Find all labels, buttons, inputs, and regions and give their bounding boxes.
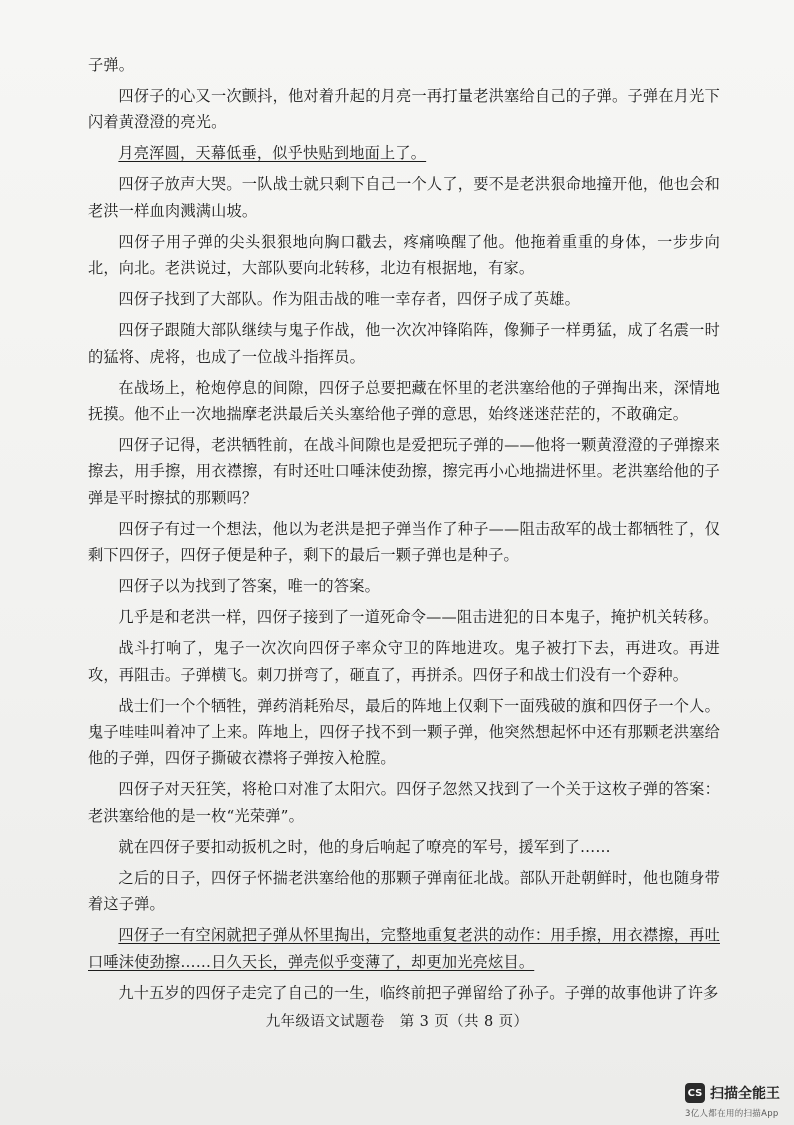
paragraph-underlined — [88, 140, 720, 166]
paragraph: 子弹。 — [88, 56, 135, 74]
paragraph-underlined — [88, 922, 720, 975]
paragraph: 四伢子以为找到了答案，唯一的答案。 — [118, 577, 380, 596]
paragraph: 几乎是和老洪一样，四伢子接到了一道死命令——阻击进犯的日本鬼子，掩护机关转移。 — [118, 608, 719, 627]
paragraph: 四伢子对天狂笑，将枪口对准了太阳穴。四伢子忽然又找到了一个关于这枚子弹的答案：老洪塞给他的是一枚“光荣弹”。 — [88, 780, 720, 825]
paragraph: 四伢子跟随大部队继续与鬼子作战，他一次次冲锋陷阵，像狮子一样勇猛，成了名震一时的猛将、虎将，也成了一位战斗指挥员。 — [88, 321, 720, 366]
camscanner-logo-icon: CS — [685, 1083, 705, 1103]
underlined-sentence: 月亮浑圆，天幕低垂，似乎快贴到地面上了。 — [118, 144, 427, 163]
paragraph: 四伢子用子弹的尖头狠狠地向胸口戳去，疼痛唤醒了他。他拖着重重的身体，一步步向北，向北。老洪说过，大部队要向北转移，北边有根据地，有家。 — [88, 232, 720, 278]
scanner-watermark — [685, 1083, 780, 1119]
paragraph: 之后的日子，四伢子怀揣老洪塞给他的那颗子弹南征北战。部队开赴朝鲜时，他也随身带着这子弹。 — [88, 868, 720, 914]
paragraph: 四伢子找到了大部队。作为阻击战的唯一幸存者，四伢子成了英雄。 — [118, 290, 581, 309]
paragraph: 四伢子放声大哭。一队战士就只剩下自己一个人了，要不是老洪狠命地撞开他，他也会和老洪一样血肉溅满山坡。 — [88, 175, 720, 220]
page-footer: 九年级语文试题卷 第 3 页（共 8 页） — [265, 1014, 529, 1030]
paragraph: 战斗打响了，鬼子一次次向四伢子率众守卫的阵地进攻。鬼子被打下去，再进攻。再进攻，再阻击。子弹横飞。刺刀拼弯了，砸直了，再拼杀。四伢子和战士们没有一个孬种。 — [88, 639, 720, 684]
passage-body — [88, 52, 720, 1011]
paragraph: 在战场上，枪炮停息的间隙，四伢子总要把藏在怀里的老洪塞给他的子弹掏出来，深情地抚摸。他不止一次地揣摩老洪最后关头塞给他子弹的意思，始终迷迷茫茫的，不敢确定。 — [88, 378, 720, 424]
paragraph: 九十五岁的四伢子走完了自己的一生，临终前把子弹留给了孙子。子弹的故事他讲了许多 — [118, 983, 719, 1002]
paragraph: 四伢子的心又一次颤抖，他对着升起的月亮一再打量老洪塞给自己的子弹。子弹在月光下闪着黄澄澄的亮光。 — [88, 87, 720, 132]
paragraph: 四伢子有过一个想法，他以为老洪是把子弹当作了种子——阻击敌军的战士都牺牲了，仅剩下四伢子，四伢子便是种子，剩下的最后一颗子弹也是种子。 — [88, 519, 720, 565]
watermark-app-name: 扫描全能王 — [710, 1086, 780, 1102]
paragraph: 四伢子记得，老洪牺牲前，在战斗间隙也是爱把玩子弹的——他将一颗黄澄澄的子弹擦来擦去，用手擦，用衣襟擦，有时还吐口唾沫使劲擦，擦完再小心地揣进怀里。老洪塞给他的子弹是平时擦拭的那颗吗？ — [88, 436, 720, 507]
watermark-tagline: 3亿人都在用的扫描App — [685, 1109, 779, 1119]
watermark-row — [685, 1083, 780, 1103]
paragraph: 战士们一个个牺牲，弹药消耗殆尽，最后的阵地上仅剩下一面残破的旗和四伢子一个人。鬼子哇哇叫着冲了上来。阵地上，四伢子找不到一颗子弹，他突然想起怀中还有那颗老洪塞给他的子弹，四伢子撕破衣襟将子弹按入枪膛。 — [88, 696, 720, 768]
paragraph: 就在四伢子要扣动扳机之时，他的身后响起了嘹亮的军号，援军到了…… — [118, 837, 611, 856]
underlined-sentence: 四伢子一有空闲就把子弹从怀里掏出，完整地重复老洪的动作：用手擦，用衣襟擦，再吐口唾沫使劲擦……日久天长，弹壳似乎变薄了，却更加光亮炫目。 — [88, 926, 720, 971]
